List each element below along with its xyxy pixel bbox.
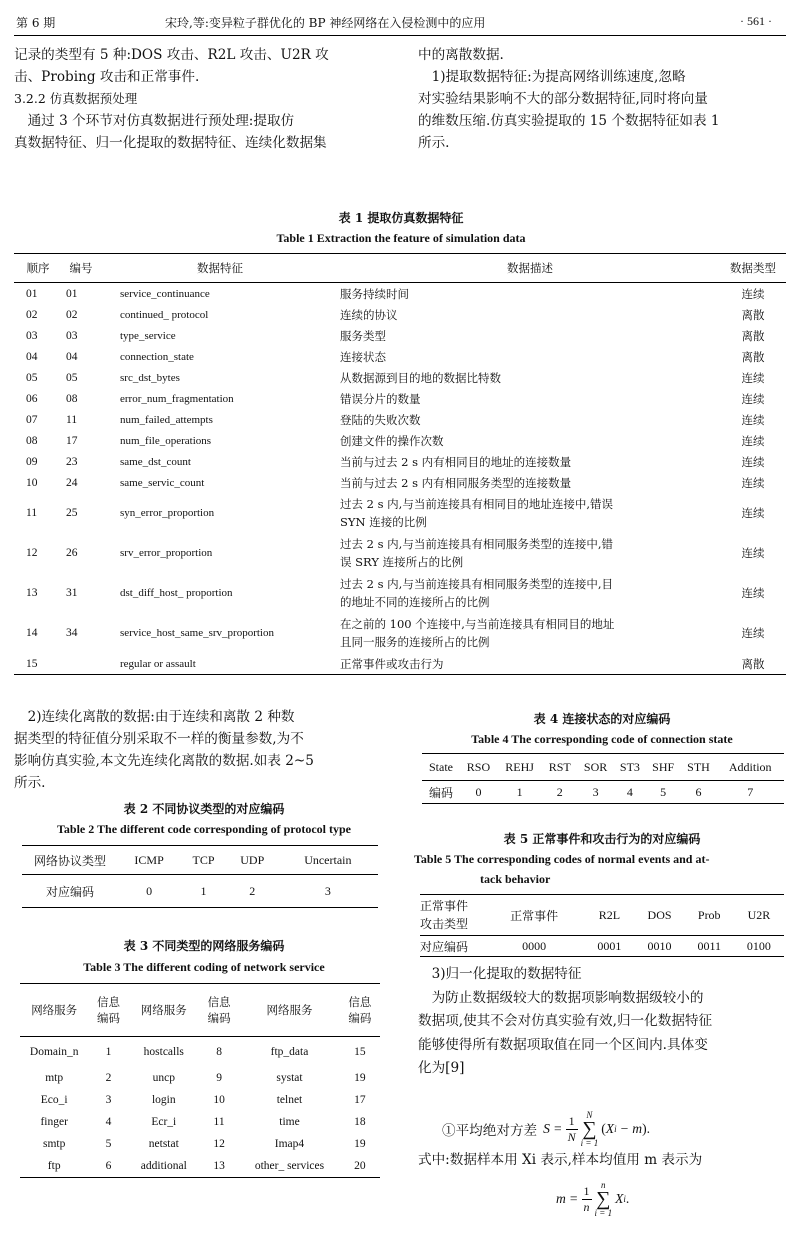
left-top-text bbox=[14, 44, 394, 154]
table4-cell: 3 bbox=[577, 781, 614, 804]
table1-row bbox=[14, 367, 786, 388]
table3-cell: 19 bbox=[354, 1072, 366, 1084]
table3-row bbox=[20, 1067, 380, 1089]
table1-cell bbox=[62, 653, 100, 675]
table2-caption-cn: 表 2 不同协议类型的对应编码 bbox=[123, 802, 285, 816]
table1-cell: type_service bbox=[120, 329, 176, 342]
table3-header-row bbox=[20, 984, 380, 1037]
table1-row bbox=[14, 493, 786, 533]
table1-header-cell: 编号 bbox=[62, 254, 100, 283]
table5-cell: 0000 bbox=[484, 936, 584, 957]
table1-cell: 14 bbox=[26, 627, 38, 639]
table3-cell: additional bbox=[129, 1155, 199, 1178]
table3-cell: hostcalls bbox=[143, 1046, 184, 1058]
table4-header-cell: STH bbox=[681, 754, 717, 781]
table4-header-cell: REHJ bbox=[497, 754, 542, 781]
table5-cell: 对应编码 bbox=[420, 936, 484, 957]
header-rule bbox=[14, 35, 786, 36]
text-line: 1)提取数据特征:为提高网络训练速度,忽略 bbox=[418, 69, 686, 85]
table3-cell: 4 bbox=[105, 1116, 112, 1128]
table1-cell: same_dst_count bbox=[120, 455, 191, 468]
table3-cell: 20 bbox=[340, 1155, 380, 1178]
table3-body bbox=[20, 1037, 380, 1178]
table1-desc-line: 当前与过去 2 s 内有相同服务类型的连接数量 bbox=[340, 475, 572, 490]
table4-header-cell: RSO bbox=[460, 754, 497, 781]
table1-desc-cell bbox=[340, 283, 720, 305]
table4-cell: 0 bbox=[460, 781, 497, 804]
formula-note: 式中:数据样本用 Xi 表示,样本均值用 m 表示为 bbox=[418, 1152, 703, 1168]
text-line: 影响仿真实验,本文先连续化离散的数据.如表 2~5 bbox=[14, 753, 314, 769]
table1-desc-line: 错误分片的数量 bbox=[340, 391, 421, 406]
table1-cell: dst_diff_host_ proportion bbox=[120, 587, 233, 599]
table1-cell: 03 bbox=[66, 329, 78, 342]
table2-cell: 3 bbox=[278, 875, 378, 908]
table5-header-cell: R2L bbox=[584, 895, 634, 936]
table5-cell: 0100 bbox=[734, 936, 784, 957]
table4 bbox=[422, 753, 784, 804]
text-line: 3)归一化提取的数据特征 bbox=[418, 966, 582, 982]
table4-caption-en: Table 4 The corresponding code of connection state bbox=[471, 732, 733, 746]
table3-row bbox=[20, 1037, 380, 1068]
table1-cell: 10 bbox=[26, 476, 38, 489]
table3-cell: netstat bbox=[148, 1138, 179, 1150]
table2-cell: 2 bbox=[227, 875, 278, 908]
table4-cell: 6 bbox=[681, 781, 717, 804]
table1-desc-line: 登陆的失败次数 bbox=[340, 412, 421, 427]
table5-header-cell: U2R bbox=[734, 895, 784, 936]
text-line: 真数据特征、归一化提取的数据特征、连续化数据集 bbox=[14, 135, 327, 151]
table3-cell: other_ services bbox=[239, 1155, 340, 1178]
table1-desc-cell bbox=[340, 430, 720, 451]
table1-cell: 01 bbox=[26, 287, 38, 300]
table1-cell: 连续 bbox=[741, 626, 765, 640]
table1-cell: 08 bbox=[26, 434, 38, 447]
table1-cell: 离散 bbox=[741, 307, 765, 322]
table1-row bbox=[14, 451, 786, 472]
table1-desc-cell bbox=[340, 653, 720, 675]
table1-desc-cell bbox=[340, 613, 720, 653]
table1-desc-line: 误 SRY 连接所占的比例 bbox=[340, 555, 464, 569]
table1-cell: continued_ protocol bbox=[120, 308, 209, 321]
table3-row bbox=[20, 1133, 380, 1155]
table2-header-cell: ICMP bbox=[118, 846, 180, 875]
table3-cell: 17 bbox=[354, 1094, 366, 1106]
text-line: 化为[9] bbox=[418, 1060, 465, 1076]
table1-row bbox=[14, 573, 786, 613]
table1-cell: 连续 bbox=[741, 546, 765, 560]
table1-cell: src_dst_bytes bbox=[120, 371, 180, 384]
table4-header-row bbox=[422, 754, 784, 781]
table1-body bbox=[14, 283, 786, 675]
table3-cell: 12 bbox=[213, 1138, 225, 1150]
table1-row bbox=[14, 409, 786, 430]
table4-caption-cn: 表 4 连接状态的对应编码 bbox=[533, 712, 671, 726]
table1-cell: 17 bbox=[66, 434, 78, 447]
table1-cell: 离散 bbox=[741, 328, 765, 343]
table3-cell: telnet bbox=[276, 1094, 303, 1106]
table3-cell: Domain_n bbox=[29, 1046, 79, 1058]
text-line: 所示. bbox=[418, 135, 450, 151]
table1-cell: 连续 bbox=[741, 506, 765, 520]
table1-cell: 连续 bbox=[741, 454, 765, 469]
table1-header-cell: 数据特征 bbox=[100, 254, 340, 283]
formula-mean-abs-deviation: ①平均绝对方差 S = $\frac{1}{N}$ N ∑ i = 1 ( X i − m ). bbox=[442, 1110, 651, 1148]
table1-cell: num_file_operations bbox=[120, 434, 212, 447]
table3-cell: 5 bbox=[105, 1138, 112, 1150]
table1-header-cell: 数据类型 bbox=[720, 254, 786, 283]
table1-desc-cell bbox=[340, 493, 720, 533]
table1-cell: 离散 bbox=[720, 653, 786, 675]
table5-cell: 0011 bbox=[685, 936, 734, 957]
table3-cell: 9 bbox=[216, 1072, 222, 1084]
table1-row bbox=[14, 388, 786, 409]
table4-cell: 2 bbox=[542, 781, 577, 804]
table1-desc-line: 连续的协议 bbox=[340, 307, 398, 322]
table1-desc-cell bbox=[340, 388, 720, 409]
table3-cell: uncp bbox=[152, 1072, 175, 1084]
table1-cell: 26 bbox=[66, 547, 78, 559]
table3-row bbox=[20, 1089, 380, 1111]
table5-cell: 0001 bbox=[584, 936, 634, 957]
table2-header-cell: TCP bbox=[180, 846, 227, 875]
table1-cell: 15 bbox=[14, 653, 62, 675]
table2-header-cell: 网络协议类型 bbox=[22, 846, 118, 875]
table1-cell: 连续 bbox=[741, 433, 765, 448]
table1-desc-cell bbox=[340, 472, 720, 493]
table1-row bbox=[14, 325, 786, 346]
table5-header-cell: 正常事件 bbox=[484, 895, 584, 936]
table1-desc-line: 过去 2 s 内,与当前连接具有相同目的地址连接中,错误 bbox=[340, 497, 613, 511]
table1-cell: service_continuance bbox=[120, 287, 210, 300]
table3-cell: ftp bbox=[20, 1155, 88, 1178]
table3-cell: smtp bbox=[43, 1138, 66, 1150]
table4-header-cell: ST3 bbox=[614, 754, 646, 781]
text-line: 对实验结果影响不大的部分数据特征,同时将向量 bbox=[418, 91, 708, 107]
table1-cell: 01 bbox=[66, 287, 78, 300]
table4-header-cell: SHF bbox=[646, 754, 681, 781]
table2-header-row bbox=[22, 846, 378, 875]
table1-cell: error_num_fragmentation bbox=[120, 392, 234, 405]
table3-row bbox=[20, 1111, 380, 1133]
text-line: 数据项,使其不会对仿真实验有效,归一化数据特征 bbox=[418, 1013, 713, 1029]
table4-header-cell: State bbox=[422, 754, 460, 781]
table1-cell: 02 bbox=[66, 308, 78, 321]
table2-caption-en: Table 2 The different code corresponding of protocol type bbox=[57, 822, 351, 836]
table5-header-cell: Prob bbox=[685, 895, 734, 936]
table1-cell: 离散 bbox=[741, 349, 765, 364]
table2-row bbox=[22, 875, 378, 908]
table3-cell: 1 bbox=[105, 1046, 112, 1058]
table3-row bbox=[20, 1155, 380, 1178]
text-line: 能够使得所有数据项取值在同一个区间内.具体变 bbox=[418, 1036, 708, 1053]
table1-cell: srv_error_proportion bbox=[120, 547, 213, 559]
table1-caption-cn: 表 1 提取仿真数据特征 bbox=[338, 211, 464, 225]
table3-cell: Ecr_i bbox=[151, 1116, 177, 1128]
text-line: 2)连续化离散的数据:由于连续和离散 2 种数 bbox=[14, 709, 295, 725]
table1-cell: 13 bbox=[26, 587, 38, 599]
table1-desc-line: SYN 连接的比例 bbox=[340, 515, 427, 529]
issue-number: 第 6 期 bbox=[16, 16, 56, 30]
table3-cell: 10 bbox=[213, 1094, 225, 1106]
table3-header-cell: 信息 编码 bbox=[199, 984, 239, 1037]
table1-desc-cell bbox=[340, 533, 720, 573]
table3-cell: 8 bbox=[216, 1046, 222, 1058]
table1-cell: 05 bbox=[66, 371, 78, 384]
table3-cell: mtp bbox=[45, 1072, 64, 1084]
table1-row bbox=[14, 304, 786, 325]
text-line: 所示. bbox=[14, 775, 46, 791]
table1-cell: regular or assault bbox=[100, 653, 340, 675]
table3-cell: 3 bbox=[105, 1094, 112, 1106]
table3-cell: time bbox=[279, 1116, 300, 1128]
table1-cell: 11 bbox=[66, 413, 78, 426]
table3-cell: 18 bbox=[354, 1116, 366, 1128]
table1-desc-line: 创建文件的操作次数 bbox=[340, 433, 444, 448]
formula-mean: m = $\frac{1}{n}$ n ∑ i = 1 X i . bbox=[556, 1180, 630, 1218]
table1-desc-cell bbox=[340, 304, 720, 325]
table3 bbox=[20, 983, 380, 1178]
table1-cell: 连续 bbox=[741, 286, 765, 301]
table1-desc-cell bbox=[340, 346, 720, 367]
table1-desc-cell bbox=[340, 325, 720, 346]
left-mid-text bbox=[14, 706, 394, 794]
text-line: 中的离散数据. bbox=[418, 47, 504, 63]
table3-caption-cn: 表 3 不同类型的网络服务编码 bbox=[123, 939, 285, 953]
table3-cell: 2 bbox=[105, 1072, 112, 1084]
text-line: 记录的类型有 5 种:DOS 攻击、R2L 攻击、U2R 攻 bbox=[14, 47, 329, 63]
table3-cell: finger bbox=[40, 1116, 68, 1128]
table1-cell: 04 bbox=[26, 350, 38, 363]
right-bottom-text bbox=[418, 963, 788, 1081]
table4-header-cell: SOR bbox=[577, 754, 614, 781]
table1-desc-line: 当前与过去 2 s 内有相同目的地址的连接数量 bbox=[340, 454, 572, 469]
table1-cell: 06 bbox=[26, 392, 38, 405]
table3-cell: 6 bbox=[88, 1155, 128, 1178]
table1-cell: 03 bbox=[26, 329, 38, 342]
table1-desc-line: 从数据源到目的地的数据比特数 bbox=[340, 370, 501, 385]
table1-cell: 连续 bbox=[741, 586, 765, 600]
table2-cell: 对应编码 bbox=[22, 875, 118, 908]
table3-header-cell: 网络服务 bbox=[239, 984, 340, 1037]
table4-cell: 1 bbox=[497, 781, 542, 804]
table5-caption-en-line2: tack behavior bbox=[480, 872, 551, 886]
text-line: 为防止数据级较大的数据项影响数据级较小的 bbox=[418, 989, 704, 1006]
table1-cell: 连续 bbox=[741, 370, 765, 385]
table1-cell: connection_state bbox=[120, 350, 194, 363]
table3-cell: Eco_i bbox=[40, 1094, 68, 1106]
table1-cell: 34 bbox=[66, 627, 78, 639]
table2 bbox=[22, 845, 378, 908]
table2-cell: 0 bbox=[118, 875, 180, 908]
table1-desc-line: 服务类型 bbox=[340, 328, 386, 343]
table1-row bbox=[14, 653, 786, 675]
table5-header-cell: DOS bbox=[634, 895, 684, 936]
table1-row bbox=[14, 613, 786, 653]
section-heading: 3.2.2 仿真数据预处理 bbox=[14, 91, 138, 106]
table1-cell: 24 bbox=[66, 476, 78, 489]
table3-header-cell: 网络服务 bbox=[20, 984, 88, 1037]
table5-caption-cn: 表 5 正常事件和攻击行为的对应编码 bbox=[503, 832, 701, 846]
table1-cell: 09 bbox=[26, 455, 38, 468]
table1-row bbox=[14, 430, 786, 451]
table1-cell: 02 bbox=[26, 308, 38, 321]
table4-header-cell: RST bbox=[542, 754, 577, 781]
table3-cell: login bbox=[151, 1094, 176, 1106]
table4-row bbox=[422, 781, 784, 804]
table1-row bbox=[14, 472, 786, 493]
table5-cell: 0010 bbox=[634, 936, 684, 957]
right-top-text bbox=[418, 44, 788, 154]
table3-header-cell: 网络服务 bbox=[129, 984, 199, 1037]
table1-desc-cell bbox=[340, 573, 720, 613]
table3-caption-en: Table 3 The different coding of network service bbox=[83, 960, 325, 974]
table1-cell: 04 bbox=[66, 350, 78, 363]
table5 bbox=[420, 894, 784, 957]
table1-cell: service_host_same_srv_proportion bbox=[120, 627, 274, 639]
table2-header-cell: Uncertain bbox=[278, 846, 378, 875]
table1-cell: 25 bbox=[66, 507, 78, 519]
table4-cell: 4 bbox=[614, 781, 646, 804]
table1-cell: 05 bbox=[26, 371, 38, 384]
text-line: 通过 3 个环节对仿真数据进行预处理:提取仿 bbox=[14, 113, 295, 129]
table1-cell: 11 bbox=[26, 507, 38, 519]
table1-desc-line: 的地址不同的连接所占的比例 bbox=[340, 595, 490, 609]
table1-row bbox=[14, 283, 786, 305]
formula-label: ①平均绝对方差 bbox=[442, 1123, 538, 1139]
table3-header-cell: 信息 编码 bbox=[88, 984, 128, 1037]
table3-cell: 13 bbox=[199, 1155, 239, 1178]
table1-cell: 12 bbox=[26, 547, 38, 559]
table1-header-row bbox=[14, 254, 786, 283]
table3-cell: ftp_data bbox=[270, 1046, 309, 1058]
table1-row bbox=[14, 346, 786, 367]
table1-cell: syn_error_proportion bbox=[120, 507, 215, 519]
table3-cell: Imap4 bbox=[274, 1138, 305, 1150]
table1-desc-line: 在之前的 100 个连接中,与当前连接具有相同目的地址 bbox=[340, 617, 615, 631]
text-line: 击、Probing 攻击和正常事件. bbox=[14, 69, 200, 85]
table4-header-cell: Addition bbox=[716, 754, 784, 781]
table1-desc-line: 正常事件或攻击行为 bbox=[340, 656, 444, 671]
table3-header-cell: 信息 编码 bbox=[340, 984, 380, 1037]
table1-desc-line: 过去 2 s 内,与当前连接具有相同服务类型的连接中,目 bbox=[340, 577, 613, 591]
table4-cell: 5 bbox=[646, 781, 681, 804]
table1-desc-line: 过去 2 s 内,与当前连接具有相同服务类型的连接中,错 bbox=[340, 537, 613, 551]
page-number: · 561 · bbox=[740, 14, 772, 28]
table1-desc-cell bbox=[340, 367, 720, 388]
table1 bbox=[14, 253, 786, 675]
running-title: 宋玲,等:变异粒子群优化的 BP 神经网络在入侵检测中的应用 bbox=[165, 16, 486, 30]
table5-caption-en-line1: Table 5 The corresponding codes of normal events and at- bbox=[414, 852, 710, 866]
table1-desc-cell bbox=[340, 409, 720, 430]
table1-desc-line: 连接状态 bbox=[340, 349, 386, 364]
table4-cell: 7 bbox=[716, 781, 784, 804]
table1-cell: 连续 bbox=[741, 391, 765, 406]
table3-cell: 11 bbox=[213, 1116, 225, 1128]
table2-header-cell: UDP bbox=[227, 846, 278, 875]
table1-desc-line: 服务持续时间 bbox=[340, 286, 409, 301]
table5-row bbox=[420, 936, 784, 957]
table1-header-cell: 数据描述 bbox=[340, 254, 720, 283]
table1-cell: 连续 bbox=[741, 412, 765, 427]
table1-header-cell: 顺序 bbox=[14, 254, 62, 283]
table3-cell: 15 bbox=[354, 1046, 366, 1058]
table1-caption-en: Table 1 Extraction the feature of simulation data bbox=[276, 231, 526, 245]
table1-cell: 连续 bbox=[741, 475, 765, 490]
table2-cell: 1 bbox=[180, 875, 227, 908]
table3-cell: 19 bbox=[354, 1138, 366, 1150]
table1-cell: 23 bbox=[66, 455, 78, 468]
table1-desc-cell bbox=[340, 451, 720, 472]
text-line: 的维数压缩.仿真实验提取的 15 个数据特征如表 1 bbox=[418, 113, 720, 129]
table1-cell: num_failed_attempts bbox=[120, 413, 213, 426]
table1-cell: same_servic_count bbox=[120, 476, 205, 489]
table4-cell: 编码 bbox=[422, 781, 460, 804]
table3-cell: systat bbox=[276, 1072, 303, 1084]
text-line: 据类型的特征值分别采取不一样的衡量参数,为不 bbox=[14, 731, 304, 747]
table1-desc-line: 且同一服务的连接所占的比例 bbox=[340, 635, 490, 649]
table1-cell: 07 bbox=[26, 413, 38, 426]
table5-header-row bbox=[420, 895, 784, 936]
table1-cell: 31 bbox=[66, 587, 78, 599]
table1-row bbox=[14, 533, 786, 573]
table1-cell: 08 bbox=[66, 392, 78, 405]
table5-header-cell: 正常事件 攻击类型 bbox=[420, 895, 484, 936]
